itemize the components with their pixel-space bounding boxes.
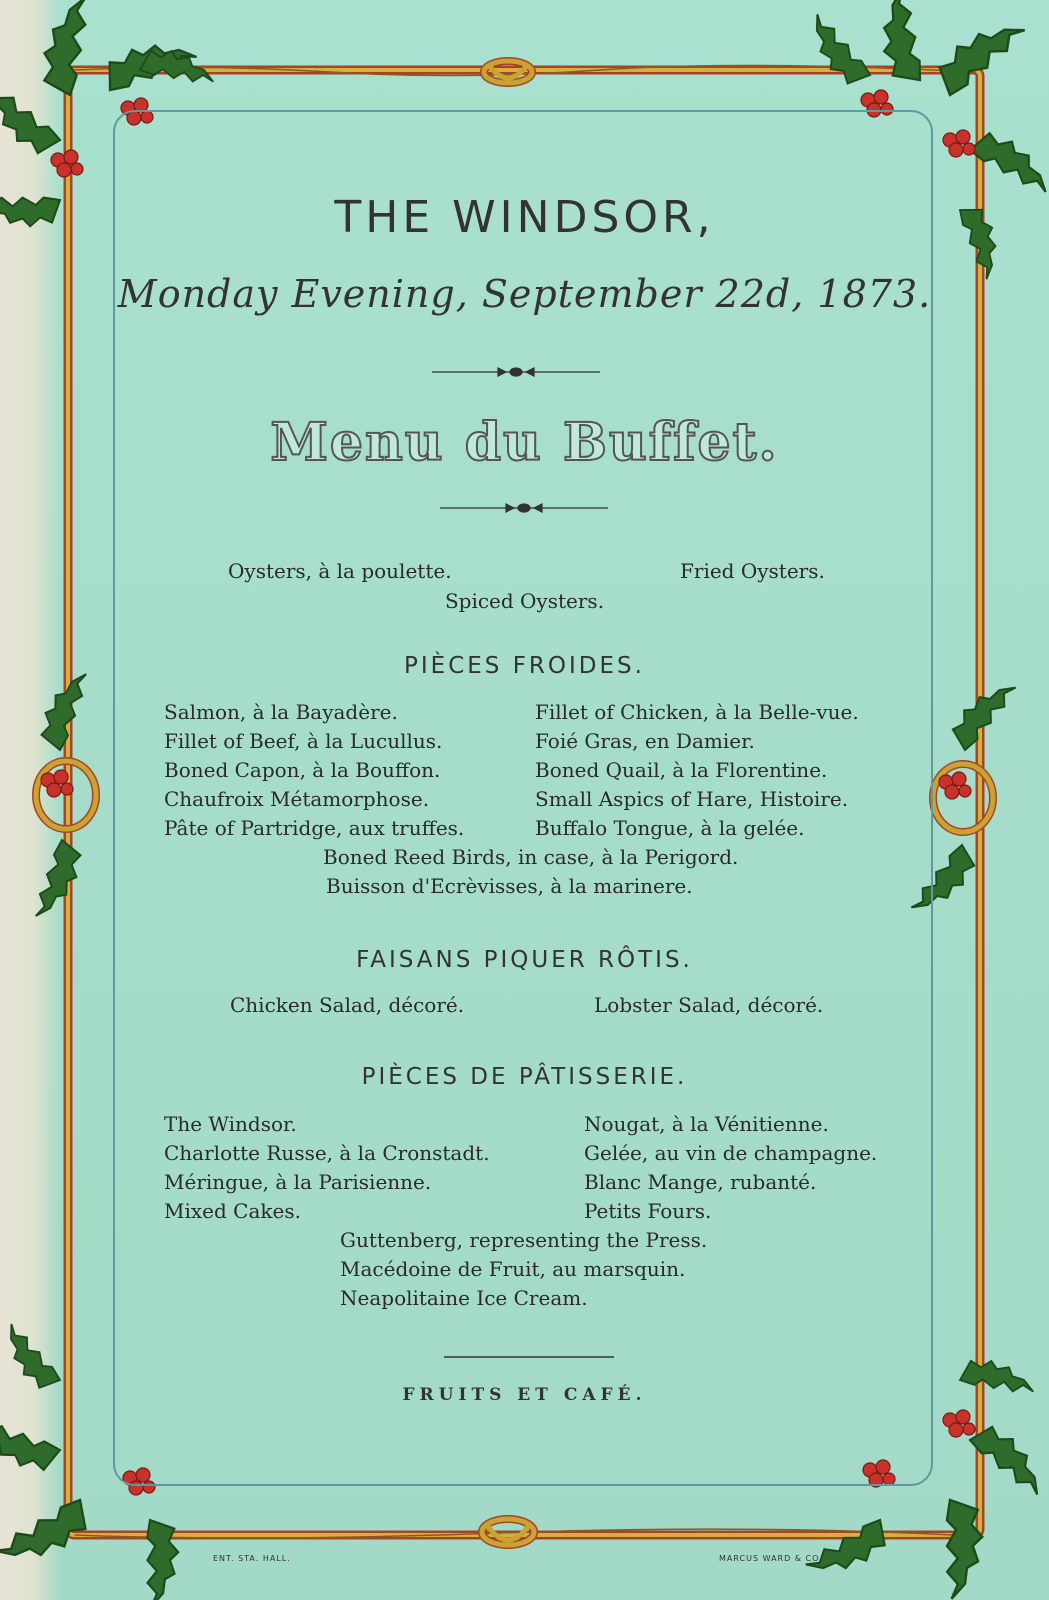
section-heading-faisans: FAISANS PIQUER RÔTIS. xyxy=(356,947,693,973)
menu-item: Méringue, à la Parisienne. xyxy=(164,1170,432,1194)
menu-item: Neapolitaine Ice Cream. xyxy=(340,1286,588,1310)
menu-item: Gelée, au vin de champagne. xyxy=(584,1141,878,1165)
menu-item: Boned Reed Birds, in case, à la Perigord. xyxy=(323,845,739,869)
section-heading-patisserie: PIÈCES DE PÂTISSERIE. xyxy=(361,1064,688,1090)
menu-item: Charlotte Russe, à la Cronstadt. xyxy=(164,1141,490,1165)
menu-item: The Windsor. xyxy=(164,1112,297,1136)
menu-item: Pâte of Partridge, aux truffes. xyxy=(164,816,465,840)
menu-item: Chaufroix Métamorphose. xyxy=(164,787,430,811)
menu-date: Monday Evening, September 22d, 1873. xyxy=(117,272,932,316)
oyster-item-right: Fried Oysters. xyxy=(680,559,825,583)
menu-item: Fillet of Chicken, à la Belle-vue. xyxy=(535,700,859,724)
menu-item: Salmon, à la Bayadère. xyxy=(164,700,398,724)
menu-item: Boned Capon, à la Bouffon. xyxy=(164,758,441,782)
section-heading-pieces-froides: PIÈCES FROIDES. xyxy=(404,653,645,679)
menu-item: Nougat, à la Vénitienne. xyxy=(584,1112,829,1136)
restaurant-title: THE WINDSOR, xyxy=(334,192,715,243)
menu-item: Chicken Salad, décoré. xyxy=(230,993,465,1017)
menu-item: Petits Fours. xyxy=(584,1199,712,1223)
menu-item: Buisson d'Ecrèvisses, à la marinere. xyxy=(326,874,693,898)
menu-item: Lobster Salad, décoré. xyxy=(594,993,824,1017)
menu-item: Fillet of Beef, à la Lucullus. xyxy=(164,729,443,753)
menu-item: Boned Quail, à la Florentine. xyxy=(535,758,828,782)
menu-item: Guttenberg, representing the Press. xyxy=(340,1228,708,1252)
menu-item: Macédoine de Fruit, au marsquin. xyxy=(340,1257,686,1281)
menu-item: Small Aspics of Hare, Histoire. xyxy=(535,787,849,811)
menu-item: Foié Gras, en Damier. xyxy=(535,729,755,753)
oyster-item-left: Oysters, à la poulette. xyxy=(228,559,452,583)
menu-heading: Menu du Buffet. xyxy=(270,412,779,473)
imprint-right: MARCUS WARD & CO. xyxy=(719,1554,823,1563)
oyster-item-center: Spiced Oysters. xyxy=(444,589,605,613)
menu-item: Mixed Cakes. xyxy=(164,1199,301,1223)
menu-item: Blanc Mange, rubanté. xyxy=(584,1170,817,1194)
closing-line: FRUITS ET CAFÉ. xyxy=(402,1385,647,1405)
imprint-left: ENT. STA. HALL. xyxy=(213,1554,291,1563)
menu-item: Buffalo Tongue, à la gelée. xyxy=(535,816,805,840)
